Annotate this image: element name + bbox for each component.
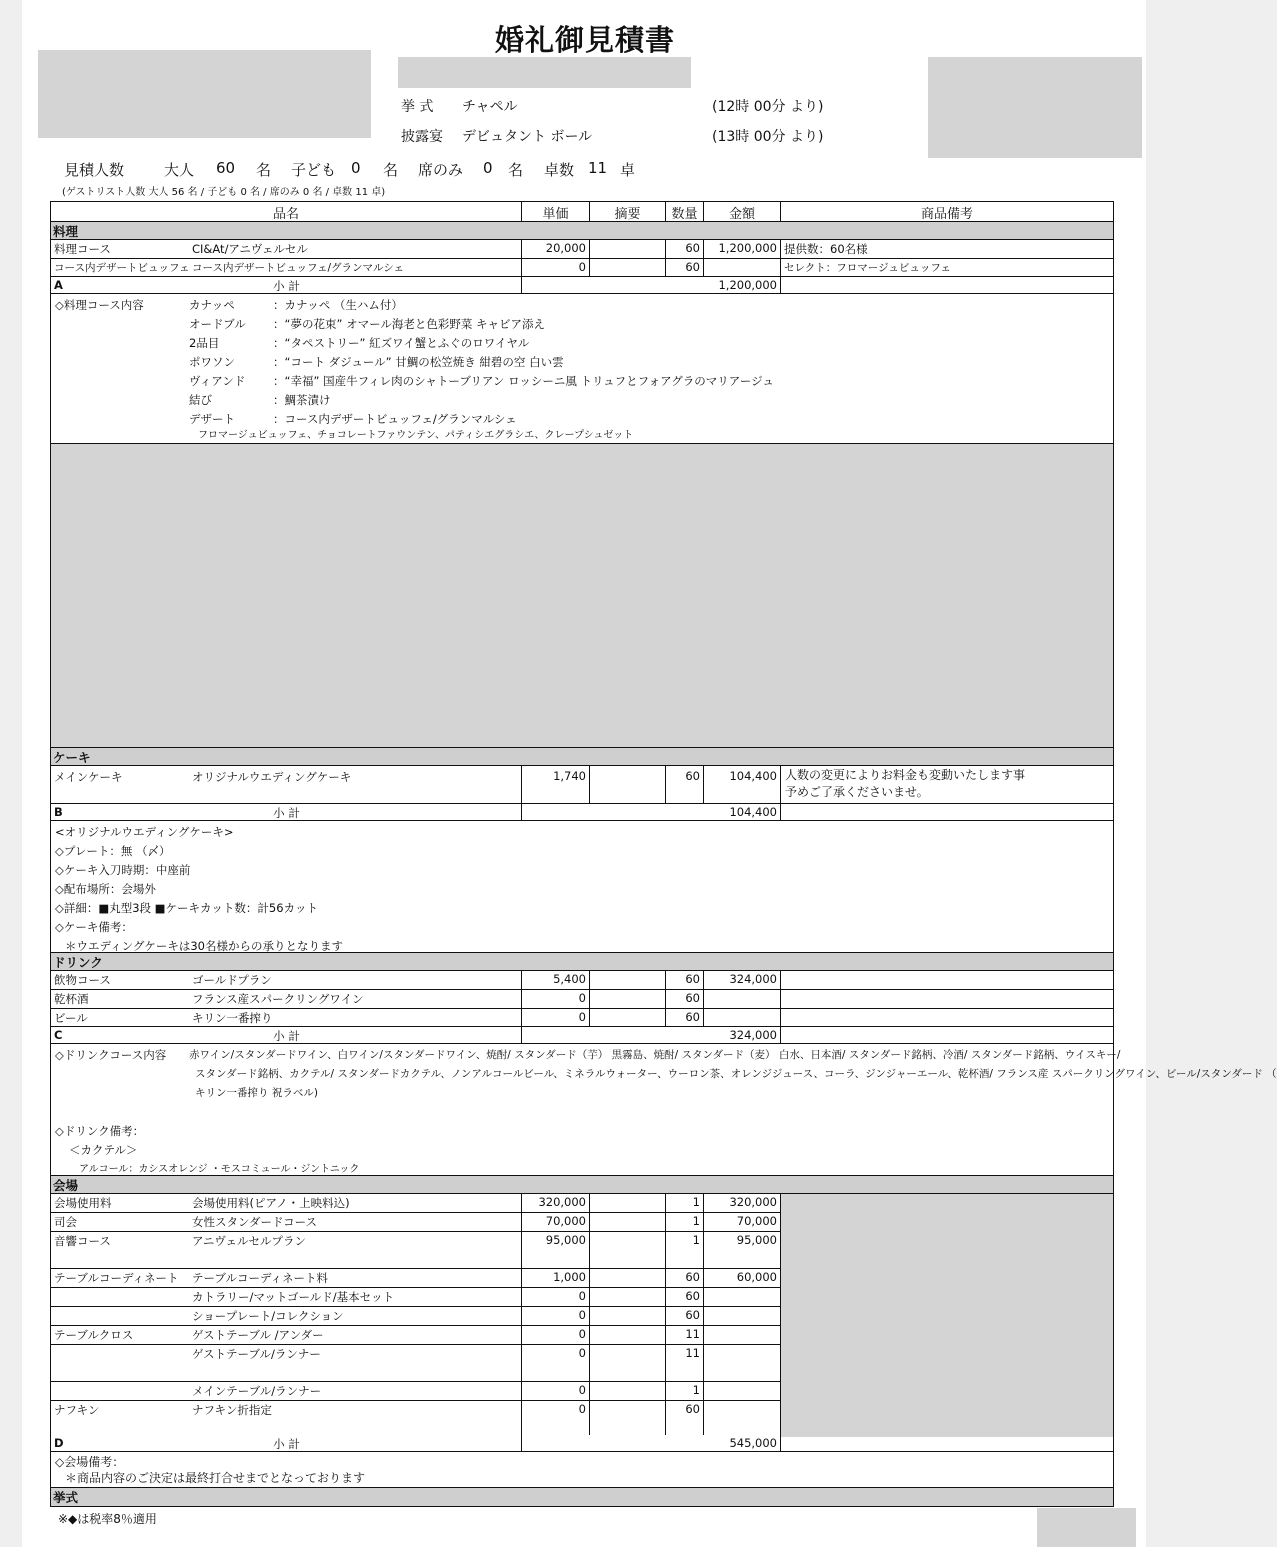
row-qty: 60 bbox=[666, 1401, 704, 1435]
child-count: 0 bbox=[351, 159, 361, 177]
table-row bbox=[51, 240, 1113, 259]
row-summary bbox=[590, 240, 666, 258]
section-ceremony: 挙式 bbox=[51, 1488, 1113, 1506]
note-line: ◇詳細：■丸型3段 ■ケーキカット数：計56カット bbox=[55, 901, 318, 915]
note-line: ◇プレート：無 （〆） bbox=[55, 844, 171, 858]
subtotal-row bbox=[51, 804, 1113, 821]
row-category: テーブルコーディネート bbox=[54, 1271, 179, 1285]
drink-notes bbox=[51, 1120, 451, 1175]
reception-time: (13時 00分 より) bbox=[712, 129, 824, 145]
row-qty: 60 bbox=[666, 259, 704, 276]
cake-notes bbox=[51, 821, 1113, 953]
row-item-name: テーブルコーディネート料 bbox=[189, 1269, 522, 1287]
venue-rows bbox=[51, 1194, 1113, 1435]
row-unit-price: 0 bbox=[522, 1009, 590, 1026]
row-category bbox=[51, 1288, 189, 1306]
child-label: 子ども bbox=[291, 161, 337, 179]
note-line: ＊ウエディングケーキは30名様からの承りとなります bbox=[65, 939, 343, 953]
course-key: カナッペ bbox=[189, 298, 235, 312]
row-unit-price: 0 bbox=[522, 1382, 590, 1400]
note-line: ◇会場備考： bbox=[55, 1455, 125, 1469]
subtotal-letter: A bbox=[51, 277, 522, 293]
row-amount: 60,000 bbox=[704, 1269, 781, 1287]
drink-notes-label: ◇ドリンク備考： bbox=[55, 1124, 145, 1138]
row-summary bbox=[590, 766, 666, 803]
subtotal-amount: 1,200,000 bbox=[522, 277, 781, 293]
row-qty: 1 bbox=[666, 1382, 704, 1400]
row-item-name: カトラリー/マットゴールド/基本セット bbox=[189, 1288, 522, 1306]
redacted-area bbox=[928, 57, 1142, 158]
subtotal-label: 小 計 bbox=[273, 279, 300, 293]
row-category: ナフキン bbox=[54, 1403, 100, 1417]
row-category: テーブルクロス bbox=[54, 1328, 134, 1342]
ceremony-time: (12時 00分 より) bbox=[712, 99, 824, 115]
course-key: オードブル bbox=[189, 317, 246, 331]
redacted-area bbox=[38, 50, 371, 138]
subtotal-label: 小 計 bbox=[273, 1437, 300, 1451]
drink-course-detail bbox=[51, 1044, 1277, 1176]
reception-venue: デビュタント ボール bbox=[462, 129, 593, 145]
row-qty: 60 bbox=[666, 1009, 704, 1026]
unit-label: 名 bbox=[383, 161, 399, 179]
row-unit-price: 0 bbox=[522, 1345, 590, 1381]
remark-line: 予めご了承くださいませ。 bbox=[785, 785, 929, 799]
subtotal-row bbox=[51, 1027, 1113, 1044]
table-label: 卓数 bbox=[544, 161, 575, 179]
row-unit-price: 0 bbox=[522, 990, 590, 1008]
row-remark: 提供数：60名様 bbox=[784, 242, 868, 256]
course-keys bbox=[185, 294, 269, 443]
row-unit-price: 0 bbox=[522, 1401, 590, 1435]
row-item-name: ショープレート/コレクション bbox=[189, 1307, 522, 1325]
row-category bbox=[51, 1382, 189, 1400]
row-item-name: ゲストテーブル/ランナー bbox=[189, 1345, 522, 1381]
header-unit-price: 単価 bbox=[522, 202, 590, 221]
row-qty: 60 bbox=[666, 240, 704, 258]
section-venue: 会場 bbox=[51, 1176, 1113, 1194]
drink-course-line: スタンダード銘柄、カクテル/ スタンダードカクテル、ノンアルコールビール、ミネラルウォーター、ウーロン茶、オレンジジュース、コーラ、ジンジャーエール、乾杯酒/ フランス産 スパークリングワイン、ビール/スタンダード （ bbox=[195, 1068, 1277, 1080]
note-line: ＊商品内容のご決定は最終打合せまでとなっております bbox=[65, 1471, 366, 1485]
row-amount: 104,400 bbox=[704, 766, 781, 803]
section-food: 料理 bbox=[51, 222, 1113, 240]
table-header bbox=[51, 202, 1113, 222]
reception-label: 披露宴 bbox=[401, 129, 443, 145]
row-summary bbox=[590, 1194, 666, 1212]
table-row bbox=[51, 1009, 1113, 1027]
tax-footnote: ※◆は税率8％適用 bbox=[58, 1512, 157, 1526]
row-category: コース内デザートビュッフェ bbox=[54, 262, 190, 274]
table-count: 11 bbox=[588, 159, 608, 177]
venue-notes bbox=[51, 1452, 1113, 1488]
table-row bbox=[51, 259, 1113, 277]
row-category bbox=[51, 1307, 189, 1325]
row-remark: セレクト：フロマージュビュッフェ bbox=[784, 262, 951, 274]
adult-label: 大人 bbox=[164, 161, 195, 179]
row-amount bbox=[704, 1382, 781, 1400]
row-unit-price: 1,740 bbox=[522, 766, 590, 803]
row-item-name: コース内デザートビュッフェ/グランマルシェ bbox=[189, 259, 522, 276]
row-qty: 60 bbox=[666, 1269, 704, 1287]
row-amount: 324,000 bbox=[704, 971, 781, 989]
row-qty: 60 bbox=[666, 766, 704, 803]
estimate-table bbox=[50, 201, 1277, 1507]
drink-course-line: キリン一番搾り 祝ラベル) bbox=[195, 1087, 318, 1099]
row-unit-price: 95,000 bbox=[522, 1232, 590, 1268]
section-cake: ケーキ bbox=[51, 748, 1113, 766]
dessert-detail: フロマージュビュッフェ、チョコレートファウンテン、パティシエグラシエ、クレープシュゼット bbox=[198, 430, 634, 441]
row-item-name: ゴールドプラン bbox=[189, 971, 522, 989]
unit-label: 名 bbox=[508, 161, 524, 179]
table-row bbox=[51, 971, 1113, 990]
row-summary bbox=[590, 1401, 666, 1435]
row-unit-price: 70,000 bbox=[522, 1213, 590, 1231]
guest-list-count: (ゲストリスト人数 大人 56 名 / 子ども 0 名 / 席のみ 0 名 / 卓数 11 卓) bbox=[62, 187, 386, 198]
row-qty: 60 bbox=[666, 990, 704, 1008]
seat-count: 0 bbox=[483, 159, 493, 177]
row-qty: 60 bbox=[666, 1288, 704, 1306]
course-values bbox=[269, 294, 1113, 443]
course-key: 結び bbox=[189, 393, 212, 407]
table-row bbox=[51, 766, 1113, 804]
header-amount: 金額 bbox=[704, 202, 781, 221]
food-course-detail bbox=[51, 294, 1113, 444]
seat-label: 席のみ bbox=[418, 161, 464, 179]
course-key: ポワソン bbox=[189, 355, 235, 369]
row-item-name: メインテーブル/ランナー bbox=[189, 1382, 522, 1400]
subtotal-amount: 104,400 bbox=[522, 804, 781, 820]
document-title: 婚礼御見積書 bbox=[494, 23, 675, 57]
row-summary bbox=[590, 1326, 666, 1344]
row-category: 飲物コース bbox=[54, 973, 111, 987]
row-amount: 70,000 bbox=[704, 1213, 781, 1231]
table-row bbox=[51, 990, 1113, 1009]
adult-count: 60 bbox=[216, 159, 236, 177]
row-unit-price: 20,000 bbox=[522, 240, 590, 258]
subtotal-letter: B bbox=[51, 804, 522, 820]
row-summary bbox=[590, 1288, 666, 1306]
row-category: 乾杯酒 bbox=[54, 992, 89, 1006]
header-qty: 数量 bbox=[666, 202, 704, 221]
row-summary bbox=[590, 1009, 666, 1026]
row-amount: 320,000 bbox=[704, 1194, 781, 1212]
row-unit-price: 0 bbox=[522, 1288, 590, 1306]
row-item-name: 会場使用料(ピアノ・上映料込) bbox=[189, 1194, 522, 1212]
row-category: 会場使用料 bbox=[54, 1196, 112, 1210]
subtotal-amount: 324,000 bbox=[522, 1027, 781, 1043]
ceremony-label: 挙 式 bbox=[401, 99, 434, 115]
row-unit-price: 5,400 bbox=[522, 971, 590, 989]
row-summary bbox=[590, 259, 666, 276]
row-category: メインケーキ bbox=[54, 770, 123, 784]
row-item-name: 女性スタンダードコース bbox=[189, 1213, 522, 1231]
row-category: 音響コース bbox=[54, 1234, 111, 1248]
course-key: ヴィアンド bbox=[189, 374, 246, 388]
note-line: ◇配布場所：会場外 bbox=[55, 882, 156, 896]
row-qty: 1 bbox=[666, 1194, 704, 1212]
note-line: <オリジナルウエディングケーキ> bbox=[55, 825, 234, 839]
row-amount: 1,200,000 bbox=[704, 240, 781, 258]
row-item-name: キリン一番搾り bbox=[189, 1009, 522, 1026]
cocktail-label: ＜カクテル＞ bbox=[69, 1143, 138, 1157]
table-row bbox=[51, 1194, 1113, 1213]
row-unit-price: 0 bbox=[522, 1326, 590, 1344]
header-name: 品名 bbox=[51, 202, 522, 221]
row-remark bbox=[781, 766, 1113, 803]
header-remarks: 商品備考 bbox=[920, 207, 973, 222]
course-value: ：カナッペ （生ハム付） bbox=[273, 298, 403, 312]
course-value: ：“幸福” 国産牛フィレ肉のシャトーブリアン ロッシーニ風 トリュフとフォアグラのマリアージュ bbox=[273, 374, 774, 388]
row-unit-price: 320,000 bbox=[522, 1194, 590, 1212]
row-qty: 11 bbox=[666, 1345, 704, 1381]
row-summary bbox=[590, 971, 666, 989]
row-amount bbox=[704, 1288, 781, 1306]
row-summary bbox=[590, 1382, 666, 1400]
row-category: ビール bbox=[54, 1011, 88, 1025]
row-item-name: ゲストテーブル /アンダー bbox=[189, 1326, 522, 1344]
row-amount bbox=[704, 1345, 781, 1381]
row-unit-price: 0 bbox=[522, 259, 590, 276]
row-summary bbox=[590, 990, 666, 1008]
row-qty: 60 bbox=[666, 971, 704, 989]
row-amount bbox=[704, 1326, 781, 1344]
cocktail-list: アルコール：カシスオレンジ ・モスコミュール・ジントニック bbox=[79, 1164, 360, 1175]
row-item-name: アニヴェルセルプラン bbox=[189, 1232, 522, 1268]
row-qty: 11 bbox=[666, 1326, 704, 1344]
row-amount bbox=[704, 1009, 781, 1026]
row-item-name: CI&At/アニヴェルセル bbox=[189, 240, 522, 258]
drink-course-label: ◇ドリンクコース内容 bbox=[55, 1048, 167, 1062]
row-summary bbox=[590, 1269, 666, 1287]
section-drink: ドリンク bbox=[51, 953, 1113, 971]
row-summary bbox=[590, 1307, 666, 1325]
redacted-area bbox=[398, 57, 691, 88]
header-summary: 摘要 bbox=[590, 202, 666, 221]
row-category bbox=[51, 1345, 189, 1381]
subtotal-row bbox=[51, 1435, 1113, 1452]
row-category: 料理コース bbox=[54, 242, 111, 256]
note-line: ◇ケーキ備考： bbox=[55, 920, 133, 934]
row-item-name: オリジナルウエディングケーキ bbox=[189, 766, 522, 803]
unit-label: 名 bbox=[256, 161, 272, 179]
course-value: ：“コート ダジュール” 甘鯛の松笠焼き 紺碧の空 白い雲 bbox=[273, 355, 564, 369]
row-summary bbox=[590, 1345, 666, 1381]
row-amount: 95,000 bbox=[704, 1232, 781, 1268]
course-value: ：“夢の花束” オマール海老と色彩野菜 キャビア添え bbox=[273, 317, 545, 331]
row-amount bbox=[704, 1307, 781, 1325]
row-amount bbox=[704, 259, 781, 276]
redacted-area bbox=[1037, 1508, 1136, 1547]
row-unit-price: 0 bbox=[522, 1307, 590, 1325]
note-line: ◇ケーキ入刀時期：中座前 bbox=[55, 863, 191, 877]
redacted-area bbox=[51, 444, 1113, 748]
course-value: ：“タペストリー” 紅ズワイ蟹とふぐのロワイヤル bbox=[273, 336, 530, 350]
table-unit: 卓 bbox=[620, 161, 636, 179]
row-qty: 60 bbox=[666, 1307, 704, 1325]
subtotal-letter: D bbox=[51, 1435, 522, 1451]
row-category: 司会 bbox=[54, 1215, 77, 1229]
redacted-area bbox=[781, 1194, 1113, 1437]
subtotal-label: 小 計 bbox=[273, 806, 300, 820]
subtotal-letter: C bbox=[51, 1027, 522, 1043]
course-key: 2品目 bbox=[189, 336, 220, 350]
row-unit-price: 1,000 bbox=[522, 1269, 590, 1287]
subtotal-row bbox=[51, 277, 1113, 294]
row-qty: 1 bbox=[666, 1213, 704, 1231]
remark-line: 人数の変更によりお料金も変動いたします事 bbox=[785, 768, 1026, 782]
row-item-name: ナフキン折指定 bbox=[189, 1401, 522, 1435]
row-amount bbox=[704, 1401, 781, 1435]
row-item-name: フランス産スパークリングワイン bbox=[189, 990, 522, 1008]
course-value: ：鯛茶漬け bbox=[273, 393, 331, 407]
drink-course-line: 赤ワイン/スタンダードワイン、白ワイン/スタンダードワイン、焼酎/ スタンダード（芋） 黒霧島、焼酎/ スタンダード（麦） 白水、日本酒/ スタンダード銘柄、冷酒/ スタンダード銘柄、ウイスキー/ bbox=[189, 1049, 1121, 1061]
row-summary bbox=[590, 1232, 666, 1268]
count-label: 見積人数 bbox=[64, 161, 125, 179]
subtotal-label: 小 計 bbox=[273, 1029, 300, 1043]
row-summary bbox=[590, 1213, 666, 1231]
row-qty: 1 bbox=[666, 1232, 704, 1268]
row-amount bbox=[704, 990, 781, 1008]
course-value: ：コース内デザートビュッフェ/グランマルシェ bbox=[273, 412, 517, 426]
course-label: ◇料理コース内容 bbox=[55, 298, 144, 312]
course-key: デザート bbox=[189, 412, 235, 426]
subtotal-amount: 545,000 bbox=[522, 1435, 781, 1451]
ceremony-venue: チャペル bbox=[462, 99, 518, 115]
